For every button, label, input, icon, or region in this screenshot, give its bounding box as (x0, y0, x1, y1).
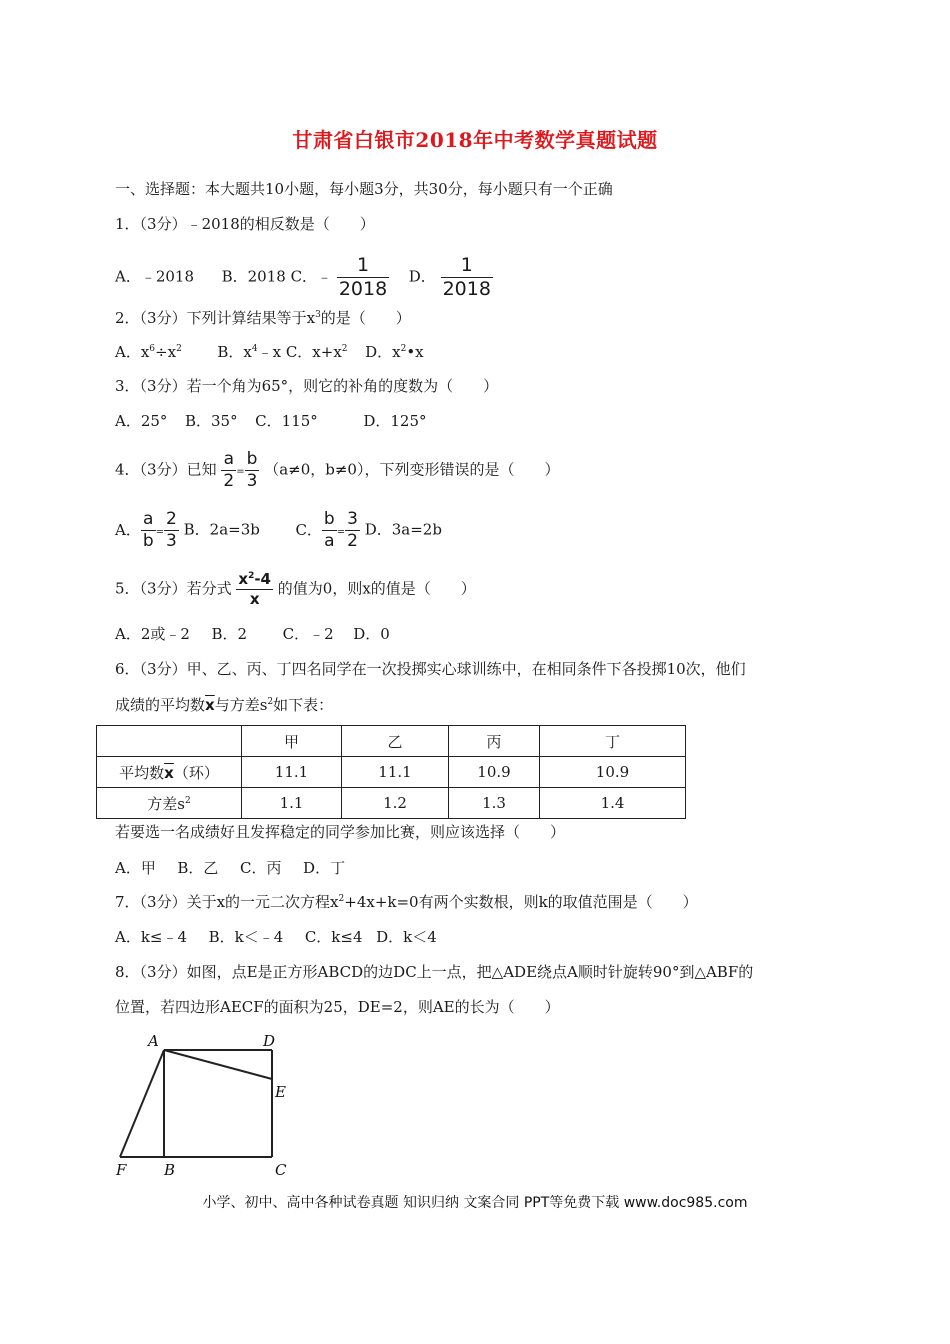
question-3-options (115, 410, 427, 432)
geometry-figure (112, 1030, 312, 1180)
table-row-label: 平均数$\overline{x}$（环） (97, 757, 242, 788)
page-title: 甘肃省白银市2018年中考数学真题试题 (292, 128, 658, 152)
question-7-options (115, 926, 437, 948)
scores-table (96, 725, 686, 819)
table-row (97, 757, 686, 788)
q1-option-c-prefix: C．﹣ (290, 267, 333, 286)
question-6-options (115, 857, 345, 879)
question-6-line-1: 6．（3分）甲、乙、丙、丁四名同学在一次投掷实心球训练中，在相同条件下各投掷10次，他们 (115, 660, 746, 678)
table-cell: 1.1 (242, 788, 342, 819)
q5-option-c: C．﹣2 (282, 625, 334, 643)
q7-option-c: C．k≤4 (304, 928, 363, 946)
table-cell: 甲 (242, 726, 342, 757)
q4-fraction-a-over-2: $\frac{a}{2}$ (223, 449, 235, 491)
q3-option-b: B．35° (184, 412, 238, 430)
q4-option-a: A． $\frac{a}{b}$ = $\frac{2}{3}$ (115, 509, 177, 551)
label-c: C (275, 1161, 287, 1179)
table-cell: 10.9 (449, 757, 540, 788)
q7-option-d: D．k＜4 (376, 928, 437, 946)
q1-option-d-prefix: D． (408, 267, 436, 286)
label-b: B (164, 1161, 176, 1179)
question-6-after-table: 若要选一名成绩好且发挥稳定的同学参加比赛，则应该选择（ ） (115, 823, 566, 841)
table-cell: 11.1 (342, 757, 449, 788)
q7-option-b: B．k＜﹣4 (208, 928, 284, 946)
q6-option-a: A．甲 (115, 859, 156, 877)
table-cell: 11.1 (242, 757, 342, 788)
q2-option-c: C．$x+x^2$ (285, 343, 348, 361)
label-a: A (148, 1032, 159, 1050)
q4-option-c: C． $\frac{b}{a}$ = $\frac{3}{2}$ (295, 509, 358, 551)
q2-option-a: A．$x^6\div x^2$ (115, 343, 182, 361)
q5-option-b: B．2 (211, 625, 248, 643)
question-2-options (115, 341, 424, 363)
q6-option-d: D．丁 (303, 859, 346, 877)
table-cell: 1.3 (449, 788, 540, 819)
table-cell: 乙 (342, 726, 449, 757)
segment-ae (164, 1050, 272, 1079)
table-cell: 10.9 (540, 757, 686, 788)
question-5-stem: 5．（3分）若分式 $\frac{x^2-4}{x}$ 的值为0，则x的值是（ ） (115, 570, 476, 608)
q4-option-b: B．2a=3b (183, 520, 260, 539)
q3-option-c: C．115° (255, 412, 318, 430)
question-2-stem: 2．（3分）下列计算结果等于$x^3$的是（ ） (115, 309, 411, 327)
table-cell: 丙 (449, 726, 540, 757)
question-5-options (115, 623, 390, 645)
table-row (97, 788, 686, 819)
table-header-row (97, 726, 686, 757)
question-8-line-2: 位置，若四边形AECF的面积为25，DE=2，则AE的长为（ ） (115, 998, 560, 1016)
q3-option-d: D．125° (363, 412, 427, 430)
q6-option-c: C．丙 (240, 859, 282, 877)
q4-option-d: D．3a=2b (364, 520, 442, 539)
question-4-options (115, 511, 442, 550)
q7-option-a: A．k≤﹣4 (115, 928, 188, 946)
q6-option-b: B．乙 (177, 859, 219, 877)
question-8-line-1: 8．（3分）如图，点E是正方形ABCD的边DC上一点，把△ADE绕点A顺时针旋转90°到△ABF的 (115, 963, 754, 981)
table-cell: 丁 (540, 726, 686, 757)
q1-option-a: A．﹣2018 (115, 267, 195, 286)
q5-option-a: A．2或﹣2 (115, 625, 190, 643)
q2-option-d: D．$x^2•x$ (365, 343, 424, 361)
question-4-stem: 4．（3分）已知 $\frac{a}{2}$ = $\frac{b}{3}$ （a≠0，b≠0），下列变形错误的是（ ） (115, 449, 560, 491)
q5-option-d: D．0 (353, 625, 390, 643)
question-1-stem: 1．（3分）﹣2018的相反数是（ ） (115, 215, 375, 233)
question-6-line-2: 成绩的平均数$\overline{x}$与方差$s^2$如下表： (115, 696, 334, 714)
q4-fraction-b-over-3: $\frac{b}{3}$ (246, 449, 258, 491)
table-row-label: 方差$s^2$ (97, 788, 242, 819)
table-cell (97, 726, 242, 757)
footer-watermark: 小学、初中、高中各种试卷真题 知识归纳 文案合同 PPT等免费下载 www.doc985.com (202, 1195, 748, 1211)
q2-option-b: B．$x^4﹣x$ (217, 343, 282, 361)
segment-fa (120, 1050, 164, 1157)
table-cell: 1.4 (540, 788, 686, 819)
question-7-stem: 7．（3分）关于x的一元二次方程$x^2+4x+k=0$有两个实数根，则k的取值范围是（ ） (115, 893, 698, 911)
q1-option-c-fraction: $\frac{1}{2018}$ (338, 254, 388, 300)
section-heading: 一、选择题：本大题共10小题，每小题3分，共30分，每小题只有一个正确 (115, 180, 613, 198)
q1-option-d-fraction: $\frac{1}{2018}$ (442, 254, 491, 300)
label-e: E (275, 1083, 286, 1101)
label-f: F (116, 1161, 127, 1179)
q3-option-a: A．25° (115, 412, 168, 430)
q1-option-b: B．2018 (221, 267, 286, 286)
q5-fraction: $\frac{x^2-4}{x}$ (238, 570, 271, 608)
table-cell: 1.2 (342, 788, 449, 819)
question-3-stem: 3．（3分）若一个角为65°，则它的补角的度数为（ ） (115, 377, 499, 395)
question-1-options (115, 256, 493, 299)
label-d: D (263, 1032, 276, 1050)
